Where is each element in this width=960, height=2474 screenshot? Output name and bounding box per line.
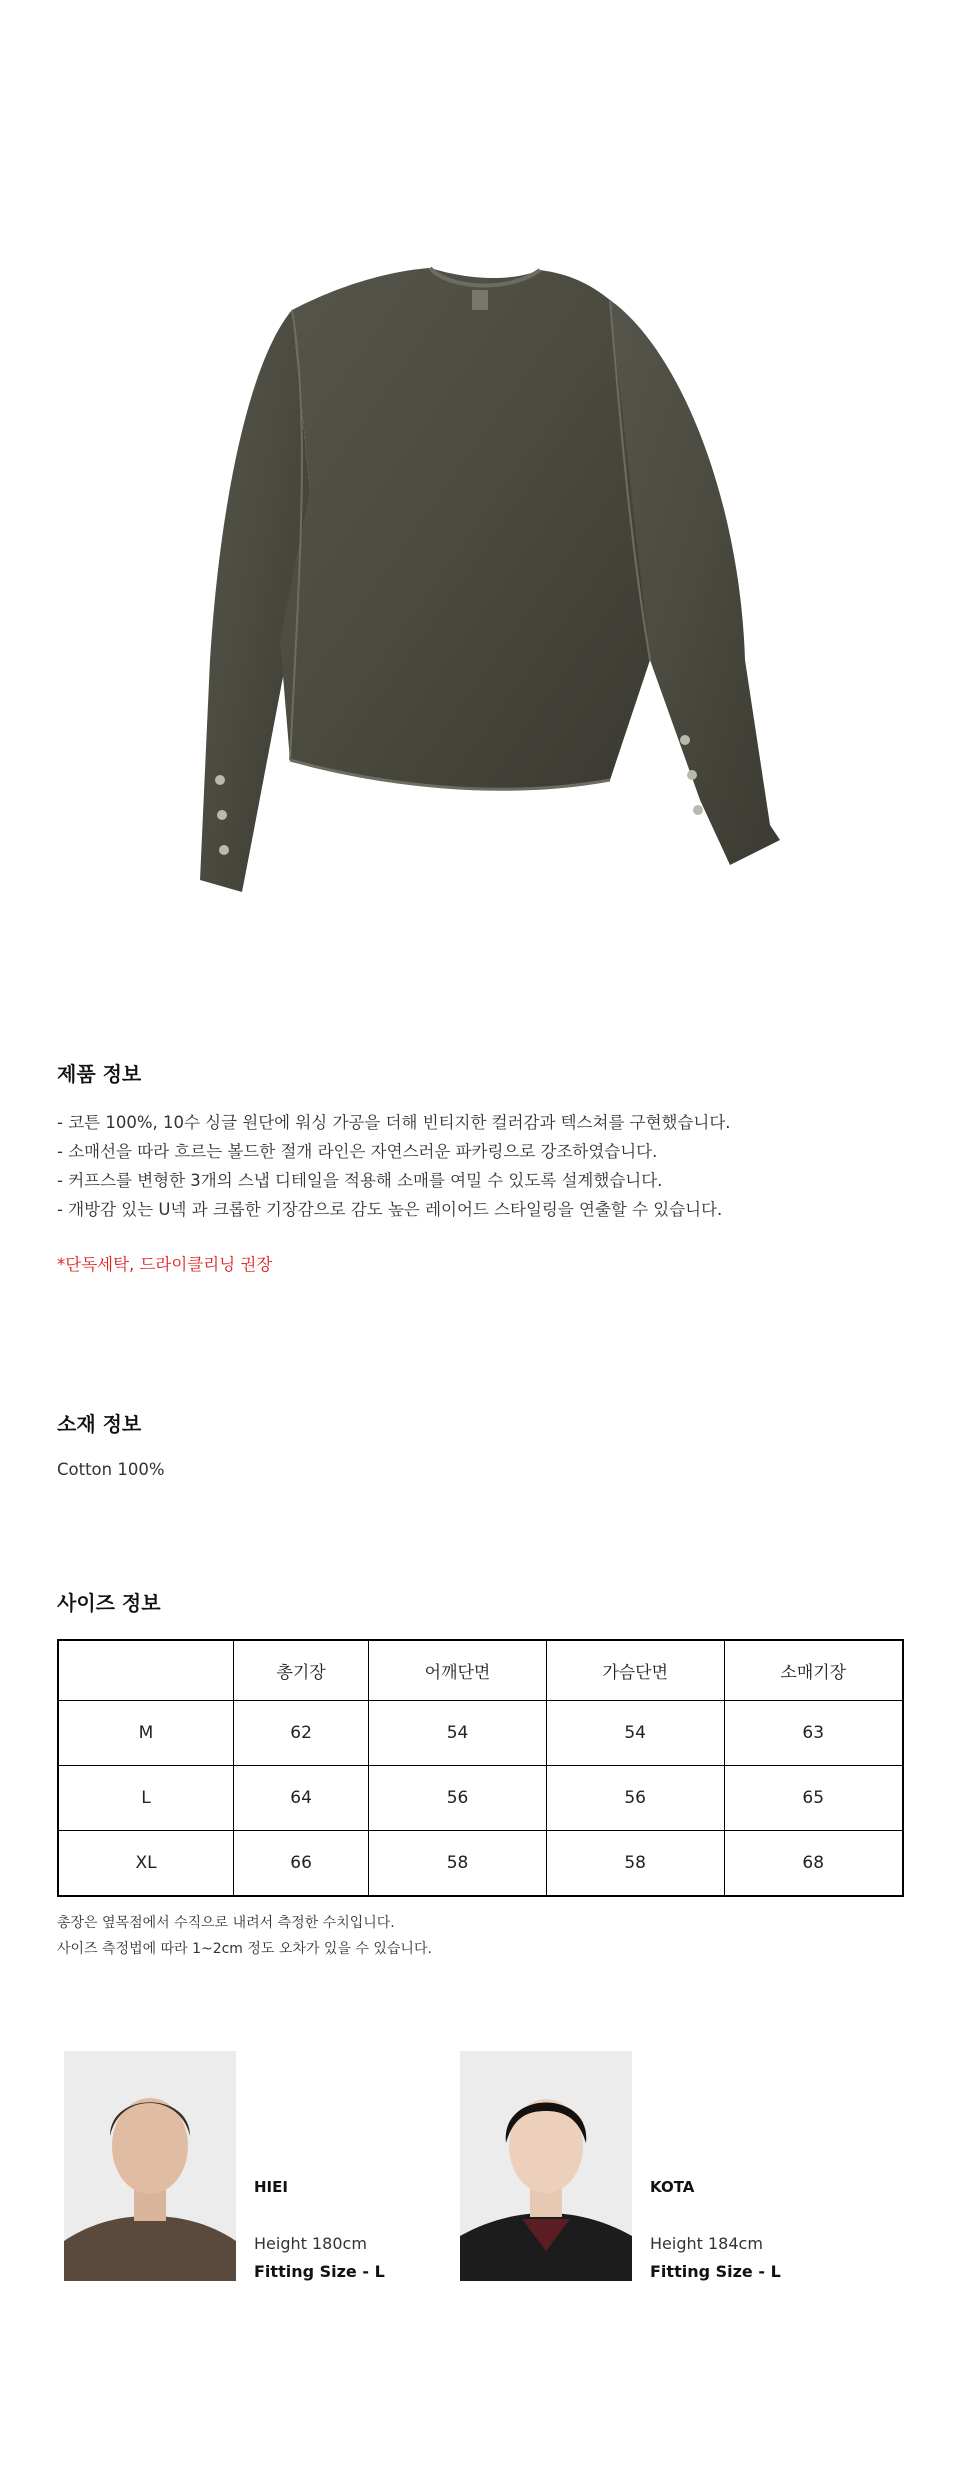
- material-info-title: 소재 정보: [57, 1412, 142, 1436]
- size-label-cell: L: [58, 1766, 234, 1831]
- model-portrait-icon: [460, 2051, 632, 2281]
- size-label-cell: M: [58, 1701, 234, 1766]
- model-photo: [460, 2051, 632, 2281]
- model-photo: [64, 2051, 236, 2281]
- table-cell: 68: [724, 1831, 903, 1897]
- table-header-row: [58, 1640, 903, 1701]
- table-cell: 66: [234, 1831, 369, 1897]
- product-info-title: 제품 정보: [57, 1062, 142, 1086]
- table-cell: 63: [724, 1701, 903, 1766]
- size-table: [57, 1639, 904, 1897]
- table-cell: 56: [369, 1766, 547, 1831]
- product-description-list: [57, 1108, 731, 1224]
- sweatshirt-illustration: [180, 240, 780, 920]
- table-cell: 62: [234, 1701, 369, 1766]
- model-height: Height 184cm: [650, 2234, 763, 2253]
- care-note: *단독세탁, 드라이클리닝 권장: [57, 1255, 273, 1274]
- table-row: [58, 1766, 903, 1831]
- table-cell: 54: [546, 1701, 724, 1766]
- description-item: - 커프스를 변형한 3개의 스냅 디테일을 적용해 소매를 여밀 수 있도록 설계했습니다.: [57, 1171, 663, 1190]
- table-header-cell: 소매기장: [724, 1640, 903, 1701]
- table-header-cell: 어깨단면: [369, 1640, 547, 1701]
- table-row: [58, 1701, 903, 1766]
- model-portrait-icon: [64, 2051, 236, 2281]
- table-header-cell: [58, 1640, 234, 1701]
- model-fitting-size: Fitting Size - L: [650, 2262, 781, 2281]
- table-cell: 56: [546, 1766, 724, 1831]
- model-name: KOTA: [650, 2178, 695, 2196]
- model-fitting-size: Fitting Size - L: [254, 2262, 385, 2281]
- size-info-title: 사이즈 정보: [57, 1591, 161, 1615]
- size-label-cell: XL: [58, 1831, 234, 1897]
- size-notes: [57, 1910, 432, 1962]
- model-height: Height 180cm: [254, 2234, 367, 2253]
- material-text: Cotton 100%: [57, 1460, 165, 1479]
- table-cell: 54: [369, 1701, 547, 1766]
- product-image: [180, 240, 780, 920]
- table-row: [58, 1831, 903, 1897]
- table-cell: 64: [234, 1766, 369, 1831]
- size-note: 총장은 옆목점에서 수직으로 내려서 측정한 수치입니다.: [57, 1915, 395, 1931]
- description-item: - 코튼 100%, 10수 싱글 원단에 워싱 가공을 더해 빈티지한 컬러감과 텍스쳐를 구현했습니다.: [57, 1113, 731, 1132]
- table-cell: 65: [724, 1766, 903, 1831]
- description-item: - 소매선을 따라 흐르는 볼드한 절개 라인은 자연스러운 파카링으로 강조하였습니다.: [57, 1142, 658, 1161]
- table-cell: 58: [369, 1831, 547, 1897]
- table-header-cell: 총기장: [234, 1640, 369, 1701]
- table-header-cell: 가슴단면: [546, 1640, 724, 1701]
- size-note: 사이즈 측정법에 따라 1~2cm 정도 오차가 있을 수 있습니다.: [57, 1941, 432, 1957]
- description-item: - 개방감 있는 U넥 과 크롭한 기장감으로 감도 높은 레이어드 스타일링을 연출할 수 있습니다.: [57, 1200, 723, 1219]
- table-cell: 58: [546, 1831, 724, 1897]
- model-name: HIEI: [254, 2178, 288, 2196]
